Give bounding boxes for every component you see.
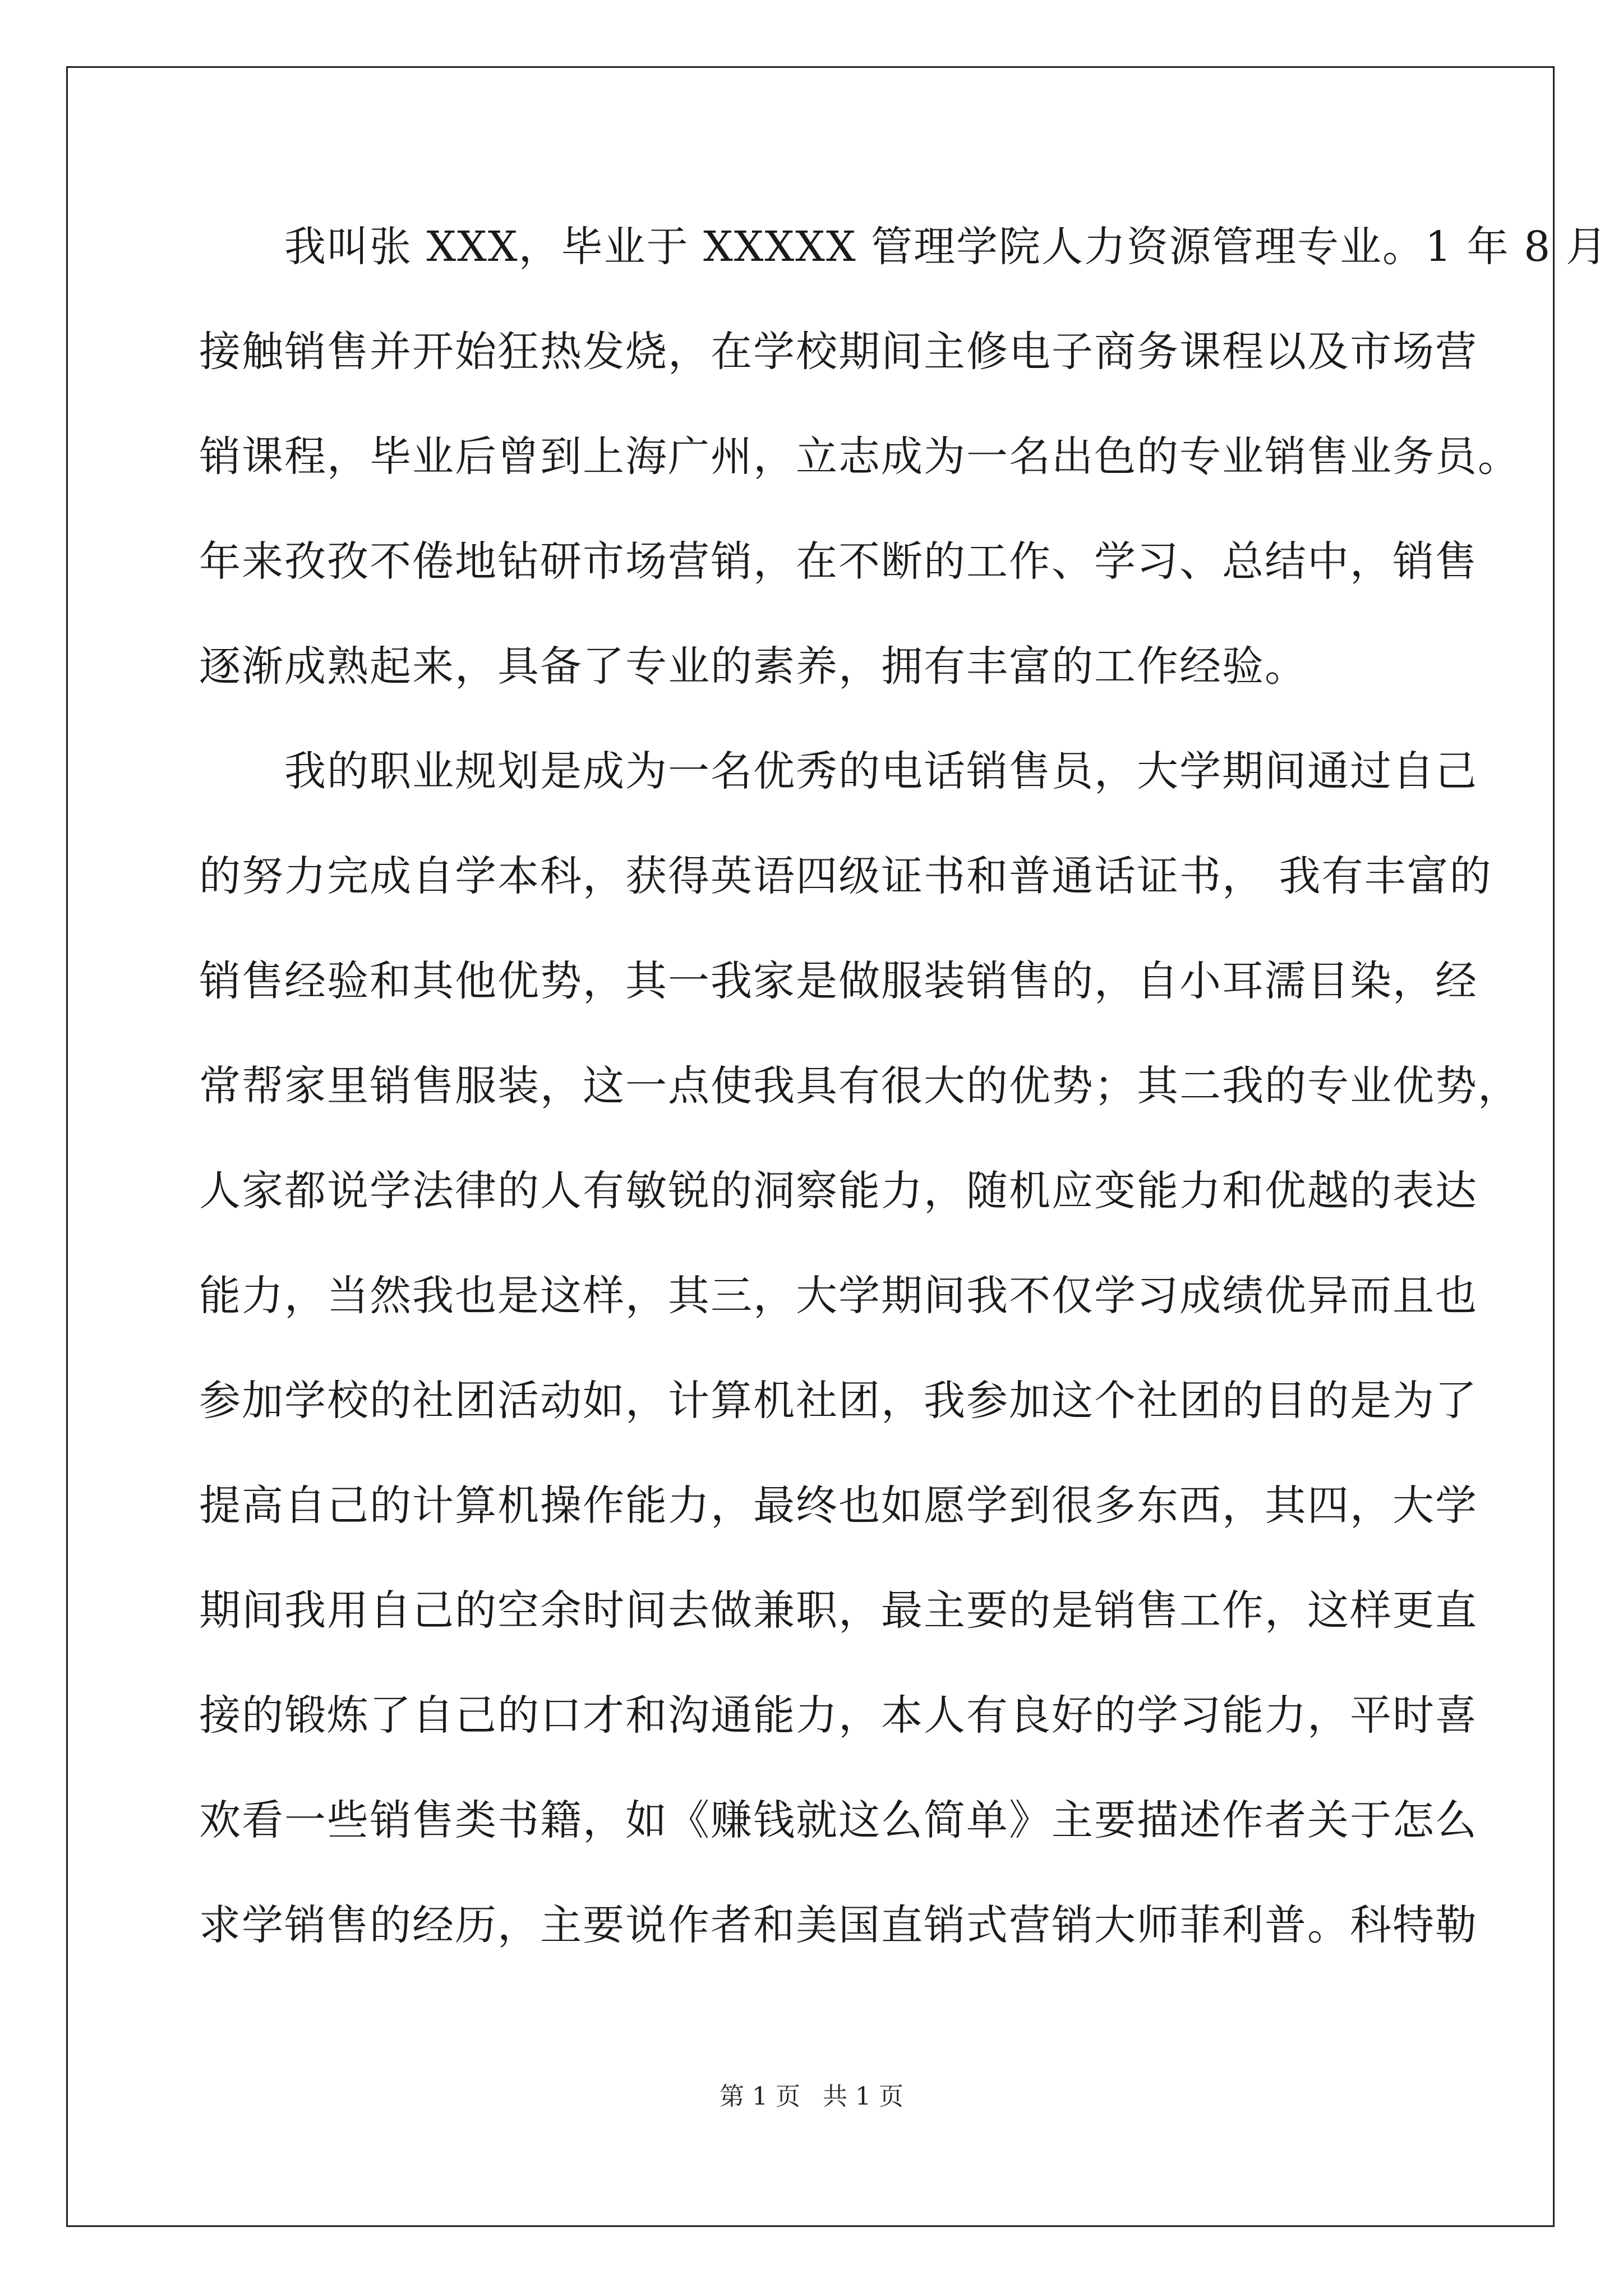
page-number-current: 第 1 页: [720, 2082, 800, 2111]
text-line: 提高自己的计算机操作能力，最终也如愿学到很多东西，其四，大学: [199, 1481, 1478, 1530]
text-line: 的努力完成自学本科，获得英语四级证书和普通话证书， 我有丰富的: [199, 852, 1492, 900]
text-line: 人家都说学法律的人有敏锐的洞察能力，随机应变能力和优越的表达: [199, 1167, 1478, 1215]
text-line: 我的职业规划是成为一名优秀的电话销售员，大学期间通过自己: [199, 747, 1478, 795]
text-line: 欢看一些销售类书籍，如《赚钱就这么简单》主要描述作者关于怎么: [199, 1796, 1478, 1844]
text-line: 常帮家里销售服装，这一点使我具有很大的优势；其二我的专业优势，: [199, 1062, 1520, 1110]
text-line: 能力，当然我也是这样，其三，大学期间我不仅学习成绩优异而且也: [199, 1272, 1478, 1320]
text-line: 销课程，毕业后曾到上海广州，立志成为一名出色的专业销售业务员。: [199, 432, 1520, 481]
text-line: 接触销售并开始狂热发烧，在学校期间主修电子商务课程以及市场营: [199, 328, 1478, 376]
text-line: 逐渐成熟起来，具备了专业的素养，拥有丰富的工作经验。: [199, 642, 1307, 691]
text-line: 我叫张 XXX，毕业于 XXXXX 管理学院人力资源管理专业。1 年 8 月: [199, 223, 1608, 271]
text-line: 期间我用自己的空余时间去做兼职，最主要的是销售工作，这样更直: [199, 1586, 1478, 1635]
page-footer: [0, 2080, 1623, 2114]
text-line: 年来孜孜不倦地钻研市场营销，在不断的工作、学习、总结中，销售: [199, 537, 1478, 586]
text-line: 求学销售的经历，主要说作者和美国直销式营销大师菲利普。科特勒: [199, 1901, 1478, 1949]
text-line: 参加学校的社团活动如，计算机社团，我参加这个社团的目的是为了: [199, 1377, 1478, 1425]
text-line: 接的锻炼了自己的口才和沟通能力，本人有良好的学习能力，平时喜: [199, 1691, 1478, 1740]
text-line: 销售经验和其他优势，其一我家是做服装销售的，自小耳濡目染，经: [199, 957, 1478, 1005]
page-number-total: 共 1 页: [823, 2082, 903, 2111]
